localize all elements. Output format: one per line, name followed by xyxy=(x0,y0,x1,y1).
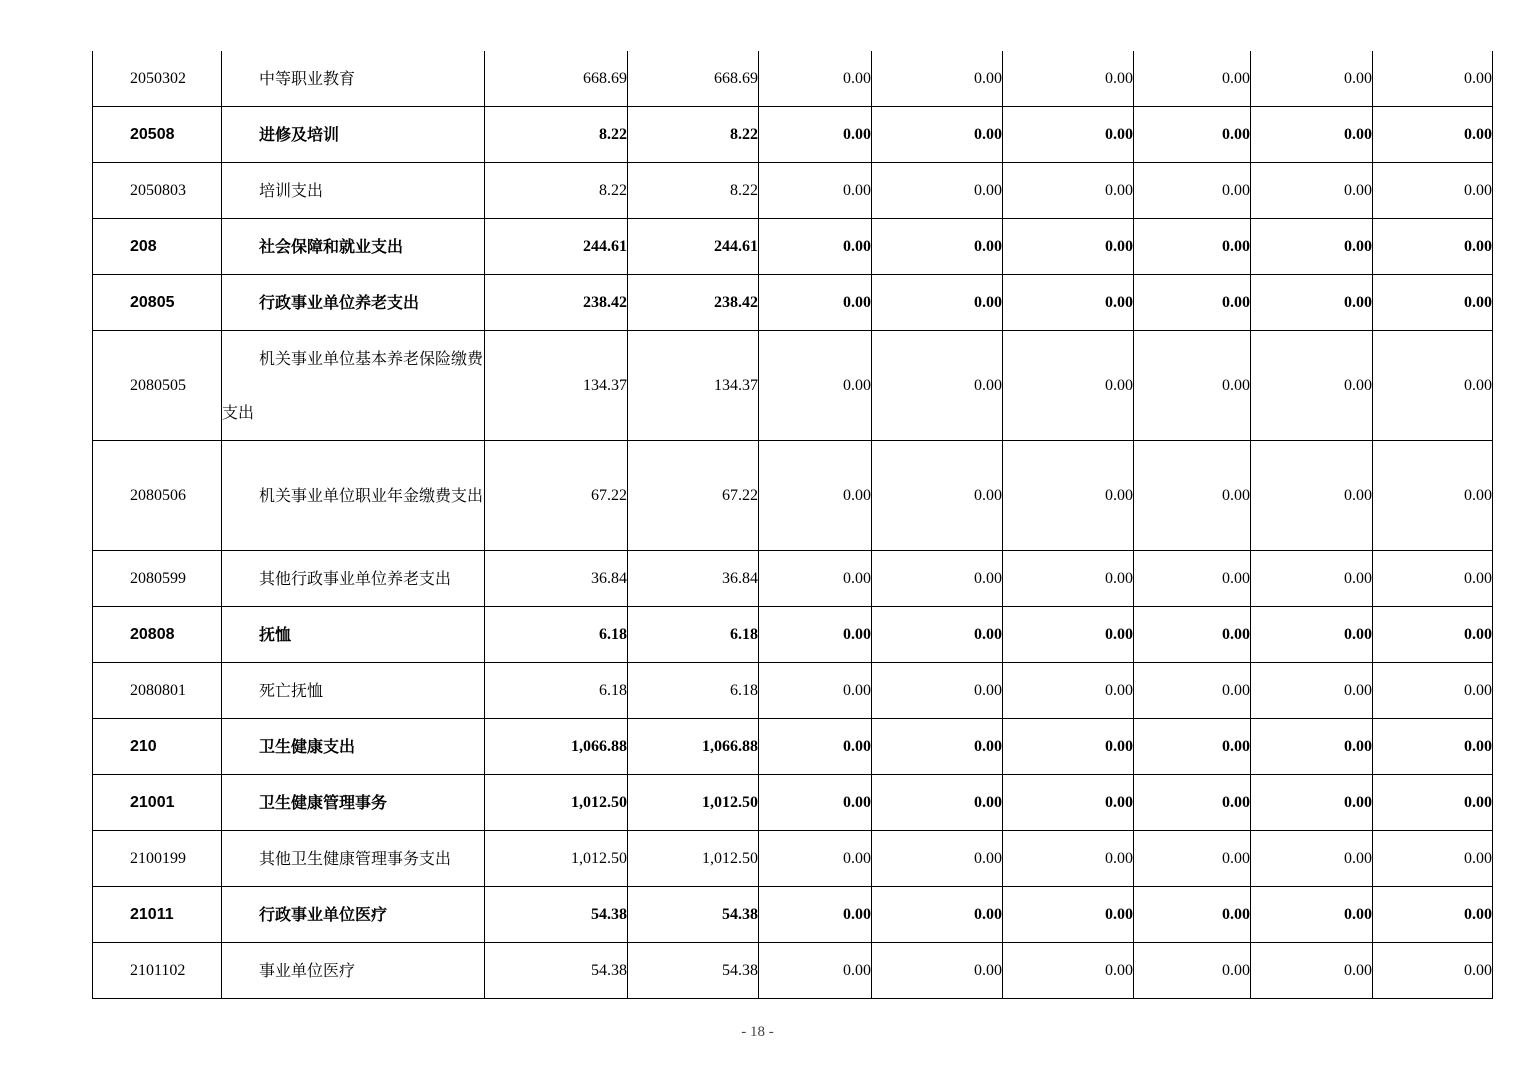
cell-amount: 8.22 xyxy=(485,107,628,163)
cell-amount: 0.00 xyxy=(759,607,872,663)
cell-amount: 0.00 xyxy=(759,551,872,607)
cell-name: 培训支出 xyxy=(222,163,485,219)
cell-code: 2080506 xyxy=(93,441,222,551)
cell-code: 20805 xyxy=(93,275,222,331)
cell-code: 210 xyxy=(93,719,222,775)
cell-amount: 0.00 xyxy=(1251,663,1373,719)
cell-amount: 238.42 xyxy=(485,275,628,331)
cell-amount: 0.00 xyxy=(1251,107,1373,163)
cell-amount: 0.00 xyxy=(1373,607,1493,663)
cell-amount: 0.00 xyxy=(872,775,1003,831)
cell-amount: 0.00 xyxy=(1003,163,1134,219)
table-row xyxy=(93,51,1493,107)
cell-amount: 0.00 xyxy=(1134,107,1251,163)
cell-amount: 0.00 xyxy=(1003,887,1134,943)
cell-name: 社会保障和就业支出 xyxy=(222,219,485,275)
cell-amount: 0.00 xyxy=(1134,607,1251,663)
cell-amount: 0.00 xyxy=(1134,831,1251,887)
cell-name-text: 机关事业单位基本养老保险缴费支出 xyxy=(222,348,484,422)
cell-amount: 238.42 xyxy=(628,275,759,331)
cell-amount: 0.00 xyxy=(1373,107,1493,163)
cell-amount: 0.00 xyxy=(1134,51,1251,107)
cell-amount: 134.37 xyxy=(628,331,759,441)
cell-amount: 0.00 xyxy=(1373,219,1493,275)
cell-amount: 0.00 xyxy=(1373,275,1493,331)
cell-name: 卫生健康支出 xyxy=(222,719,485,775)
cell-amount: 0.00 xyxy=(1373,887,1493,943)
cell-amount: 0.00 xyxy=(759,51,872,107)
cell-code: 2050803 xyxy=(93,163,222,219)
cell-amount: 1,012.50 xyxy=(628,775,759,831)
cell-name: 其他行政事业单位养老支出 xyxy=(222,551,485,607)
cell-amount: 0.00 xyxy=(1373,163,1493,219)
cell-amount: 0.00 xyxy=(1251,275,1373,331)
cell-amount: 0.00 xyxy=(1003,331,1134,441)
cell-amount: 1,066.88 xyxy=(485,719,628,775)
cell-amount: 0.00 xyxy=(872,831,1003,887)
cell-amount: 0.00 xyxy=(872,441,1003,551)
cell-amount: 0.00 xyxy=(1251,607,1373,663)
table-row xyxy=(93,551,1493,607)
cell-amount: 0.00 xyxy=(872,107,1003,163)
cell-amount: 0.00 xyxy=(759,219,872,275)
cell-amount: 6.18 xyxy=(485,663,628,719)
cell-amount: 6.18 xyxy=(628,663,759,719)
cell-code: 2050302 xyxy=(93,51,222,107)
table-row xyxy=(93,607,1493,663)
cell-amount: 54.38 xyxy=(485,887,628,943)
budget-table xyxy=(92,51,1493,999)
cell-amount: 0.00 xyxy=(1003,107,1134,163)
table-row xyxy=(93,163,1493,219)
cell-amount: 0.00 xyxy=(872,551,1003,607)
page-number: - 18 - xyxy=(741,1024,774,1040)
cell-amount: 0.00 xyxy=(872,719,1003,775)
cell-amount: 0.00 xyxy=(759,719,872,775)
cell-amount: 1,012.50 xyxy=(628,831,759,887)
cell-amount: 0.00 xyxy=(759,275,872,331)
cell-amount: 67.22 xyxy=(485,441,628,551)
cell-amount: 54.38 xyxy=(485,943,628,999)
cell-amount: 0.00 xyxy=(872,887,1003,943)
cell-amount: 0.00 xyxy=(1251,219,1373,275)
cell-amount: 0.00 xyxy=(1003,663,1134,719)
cell-amount: 0.00 xyxy=(872,663,1003,719)
cell-amount: 54.38 xyxy=(628,943,759,999)
cell-amount: 0.00 xyxy=(1003,219,1134,275)
table-row xyxy=(93,331,1493,441)
cell-name: 行政事业单位养老支出 xyxy=(222,275,485,331)
table-row xyxy=(93,107,1493,163)
cell-amount: 0.00 xyxy=(1251,887,1373,943)
cell-amount: 0.00 xyxy=(872,331,1003,441)
cell-code: 21011 xyxy=(93,887,222,943)
table-row xyxy=(93,441,1493,551)
cell-amount: 0.00 xyxy=(1251,441,1373,551)
cell-amount: 0.00 xyxy=(1134,887,1251,943)
table-row xyxy=(93,943,1493,999)
cell-code: 2080801 xyxy=(93,663,222,719)
cell-code: 2101102 xyxy=(93,943,222,999)
cell-amount: 0.00 xyxy=(759,831,872,887)
cell-amount: 0.00 xyxy=(1373,51,1493,107)
cell-amount: 0.00 xyxy=(1373,331,1493,441)
cell-amount: 54.38 xyxy=(628,887,759,943)
cell-name xyxy=(222,441,485,551)
cell-amount: 0.00 xyxy=(1134,441,1251,551)
cell-amount: 8.22 xyxy=(628,107,759,163)
cell-amount: 0.00 xyxy=(1134,219,1251,275)
cell-amount: 0.00 xyxy=(1251,551,1373,607)
cell-amount: 0.00 xyxy=(759,775,872,831)
cell-code: 2100199 xyxy=(93,831,222,887)
cell-amount: 0.00 xyxy=(1251,331,1373,441)
cell-amount: 0.00 xyxy=(1373,719,1493,775)
cell-amount: 0.00 xyxy=(759,663,872,719)
cell-name: 中等职业教育 xyxy=(222,51,485,107)
cell-amount: 0.00 xyxy=(1003,275,1134,331)
cell-amount: 0.00 xyxy=(872,275,1003,331)
cell-amount: 0.00 xyxy=(1134,719,1251,775)
table-row xyxy=(93,887,1493,943)
cell-amount: 0.00 xyxy=(1373,663,1493,719)
cell-amount: 6.18 xyxy=(628,607,759,663)
cell-amount: 0.00 xyxy=(759,441,872,551)
cell-amount: 0.00 xyxy=(1134,943,1251,999)
cell-amount: 668.69 xyxy=(628,51,759,107)
cell-name-text: 机关事业单位职业年金缴费支出 xyxy=(259,485,484,505)
cell-amount: 0.00 xyxy=(1003,775,1134,831)
cell-amount: 36.84 xyxy=(485,551,628,607)
cell-amount: 67.22 xyxy=(628,441,759,551)
cell-code: 2080599 xyxy=(93,551,222,607)
cell-amount: 134.37 xyxy=(485,331,628,441)
cell-amount: 0.00 xyxy=(759,163,872,219)
cell-amount: 0.00 xyxy=(1134,275,1251,331)
cell-amount: 0.00 xyxy=(1251,163,1373,219)
cell-amount: 0.00 xyxy=(1251,719,1373,775)
table-body xyxy=(93,51,1493,999)
cell-name: 死亡抚恤 xyxy=(222,663,485,719)
cell-amount: 668.69 xyxy=(485,51,628,107)
cell-amount: 0.00 xyxy=(872,943,1003,999)
cell-amount: 0.00 xyxy=(1134,775,1251,831)
cell-name: 进修及培训 xyxy=(222,107,485,163)
table-row xyxy=(93,663,1493,719)
cell-amount: 0.00 xyxy=(1373,943,1493,999)
cell-amount: 244.61 xyxy=(628,219,759,275)
cell-amount: 0.00 xyxy=(1373,551,1493,607)
table-row xyxy=(93,831,1493,887)
cell-amount: 8.22 xyxy=(628,163,759,219)
cell-amount: 36.84 xyxy=(628,551,759,607)
cell-amount: 1,066.88 xyxy=(628,719,759,775)
cell-amount: 0.00 xyxy=(1251,51,1373,107)
cell-amount: 0.00 xyxy=(1251,831,1373,887)
cell-amount: 0.00 xyxy=(872,219,1003,275)
cell-amount: 0.00 xyxy=(759,943,872,999)
cell-amount: 0.00 xyxy=(1003,719,1134,775)
cell-amount: 0.00 xyxy=(1134,663,1251,719)
cell-amount: 0.00 xyxy=(1373,831,1493,887)
cell-name: 卫生健康管理事务 xyxy=(222,775,485,831)
cell-amount: 0.00 xyxy=(872,607,1003,663)
table-row xyxy=(93,219,1493,275)
table-row xyxy=(93,275,1493,331)
cell-code: 2080505 xyxy=(93,331,222,441)
cell-amount: 0.00 xyxy=(759,887,872,943)
cell-amount: 0.00 xyxy=(1003,943,1134,999)
cell-amount: 0.00 xyxy=(1003,51,1134,107)
cell-amount: 244.61 xyxy=(485,219,628,275)
cell-name: 其他卫生健康管理事务支出 xyxy=(222,831,485,887)
cell-code: 20508 xyxy=(93,107,222,163)
cell-amount: 0.00 xyxy=(1251,775,1373,831)
table-row xyxy=(93,775,1493,831)
cell-amount: 1,012.50 xyxy=(485,775,628,831)
cell-name: 抚恤 xyxy=(222,607,485,663)
cell-amount: 0.00 xyxy=(1134,163,1251,219)
cell-amount: 6.18 xyxy=(485,607,628,663)
cell-code: 20808 xyxy=(93,607,222,663)
cell-amount: 0.00 xyxy=(1003,831,1134,887)
cell-amount: 0.00 xyxy=(872,163,1003,219)
cell-amount: 0.00 xyxy=(759,331,872,441)
cell-name: 行政事业单位医疗 xyxy=(222,887,485,943)
cell-amount: 0.00 xyxy=(1003,441,1134,551)
cell-code: 21001 xyxy=(93,775,222,831)
cell-amount: 0.00 xyxy=(1373,775,1493,831)
cell-name: 事业单位医疗 xyxy=(222,943,485,999)
cell-amount: 8.22 xyxy=(485,163,628,219)
cell-amount: 0.00 xyxy=(759,107,872,163)
cell-amount: 0.00 xyxy=(1003,607,1134,663)
cell-name xyxy=(222,331,485,441)
cell-amount: 1,012.50 xyxy=(485,831,628,887)
cell-amount: 0.00 xyxy=(1003,551,1134,607)
cell-code: 208 xyxy=(93,219,222,275)
cell-amount: 0.00 xyxy=(1134,551,1251,607)
cell-amount: 0.00 xyxy=(1134,331,1251,441)
cell-amount: 0.00 xyxy=(872,51,1003,107)
cell-amount: 0.00 xyxy=(1373,441,1493,551)
table-row xyxy=(93,719,1493,775)
cell-amount: 0.00 xyxy=(1251,943,1373,999)
